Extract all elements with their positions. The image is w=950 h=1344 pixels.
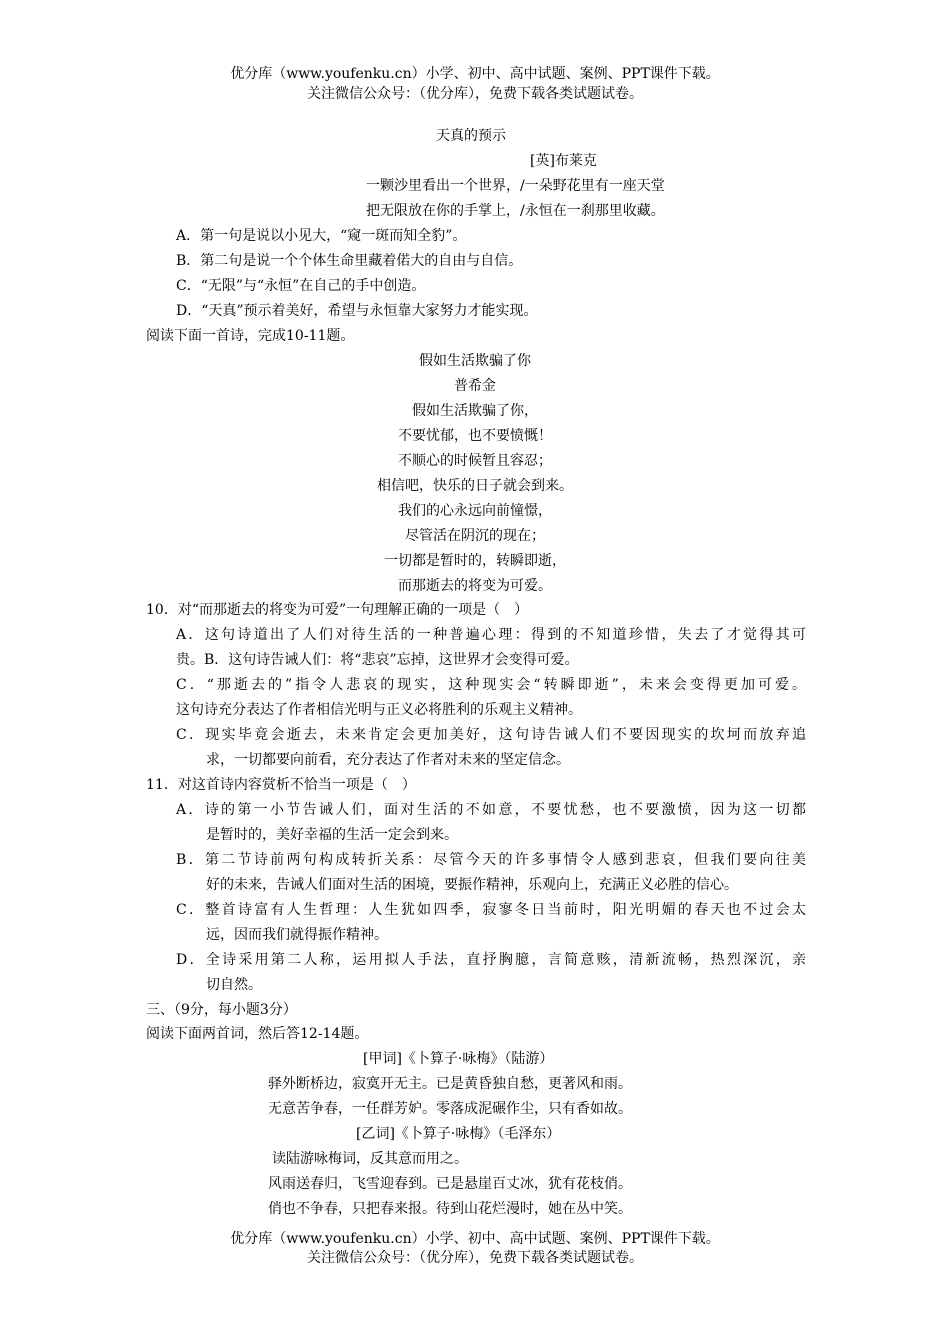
poem2-line: 不顺心的时候暂且容忍； [398, 453, 552, 469]
header-line-1: 优分库（www.youfenku.cn）小学、初中、高中试题、案例、PPT课件下载。 [230, 66, 720, 82]
q9-option-b: B．第二句是说一个个体生命里藏着偌大的自由与自信。 [176, 253, 523, 269]
ci2-preface: 读陆游咏梅词，反其意而用之。 [272, 1151, 468, 1167]
q11-option-b: B．第二节诗前两句构成转折关系：尽管今天的许多事情令人感到悲哀，但我们要向往美 [176, 852, 806, 868]
q11-option-c: C．整首诗富有人生哲理：人生犹如四季，寂寥冬日当前时，阳光明媚的春天也不过会太 [176, 902, 806, 918]
footer-line-2: 关注微信公众号：（优分库），免费下载各类试题试卷。 [307, 1250, 643, 1266]
poem2-line: 假如生活欺骗了你， [412, 403, 538, 419]
ci2-line: 俏也不争春，只把春来报。待到山花烂漫时，她在丛中笑。 [268, 1201, 632, 1217]
poem2-line: 相信吧，快乐的日子就会到来。 [377, 478, 573, 494]
poem2-line: 我们的心永远向前憧憬， [398, 503, 552, 519]
q10-option-d: C．现实毕竟会逝去，未来肯定会更加美好，这句诗告诫人们不要因现实的坎坷而放弃追 [176, 727, 806, 743]
ci2-line: 风雨送春归，飞雪迎春到。已是悬崖百丈冰，犹有花枝俏。 [268, 1176, 632, 1192]
poem2-title: 假如生活欺骗了你 [419, 353, 531, 369]
poem2-author: 普希金 [454, 378, 496, 394]
poem1-line: 把无限放在你的手掌上，/永恒在一刹那里收藏。 [366, 203, 665, 219]
q11-option-b-cont: 好的未来，告诫人们面对生活的困境，要振作精神，乐观向上，充满正义必胜的信心。 [206, 877, 738, 893]
q10-option-a-cont: 贵。B．这句诗告诫人们：将“悲哀”忘掉，这世界才会变得可爱。 [176, 652, 579, 668]
q10-stem: 10．对“而那逝去的将变为可爱”一句理解正确的一项是（ ） [146, 602, 529, 618]
poem2-line: 尽管活在阴沉的现在； [405, 528, 545, 544]
q11-option-d: D．全诗采用第二人称，运用拟人手法，直抒胸臆，言简意赅，清新流畅，热烈深沉，亲 [176, 952, 806, 968]
ci1-line: 无意苦争春，一任群芳妒。零落成泥碾作尘，只有香如故。 [268, 1101, 632, 1117]
q10-option-a: A．这句诗道出了人们对待生活的一种普遍心理：得到的不知道珍惜，失去了才觉得其可 [176, 627, 806, 643]
q10-option-c-cont: 这句诗充分表达了作者相信光明与正义必将胜利的乐观主义精神。 [176, 702, 582, 718]
poem2-line: 一切都是暂时的，转瞬即逝， [384, 553, 566, 569]
poem2-line: 不要忧郁，也不要愤慨！ [398, 428, 552, 444]
q11-option-c-cont: 远，因而我们就得振作精神。 [206, 927, 388, 943]
ci1-title: [甲词]《卜算子·咏梅》（陆游） [363, 1051, 554, 1067]
header-line-2: 关注微信公众号：（优分库），免费下载各类试题试卷。 [307, 86, 643, 102]
poem1-title: 天真的预示 [436, 128, 506, 144]
q10-option-d-cont: 求，一切都要向前看，充分表达了作者对未来的坚定信念。 [206, 752, 570, 768]
section3-heading: 三、（9分，每小题3分） [146, 1002, 297, 1018]
poem2-line: 而那逝去的将变为可爱。 [398, 578, 552, 594]
poem1-line: 一颗沙里看出一个世界，/一朵野花里有一座天堂 [366, 178, 665, 194]
q9-option-d: D．“天真”预示着美好，希望与永恒靠大家努力才能实现。 [176, 303, 538, 319]
ci2-title: [乙词]《卜算子·咏梅》（毛泽东） [356, 1126, 561, 1142]
q11-option-a-cont: 是暂时的，美好幸福的生活一定会到来。 [206, 827, 458, 843]
poem1-author: [英]布莱克 [530, 153, 597, 169]
q9-option-a: A．第一句是说以小见大，“窥一斑而知全豹”。 [176, 228, 467, 244]
q10-option-c: C．“那逝去的”指令人悲哀的现实，这种现实会“转瞬即逝”，未来会变得更加可爱。 [176, 677, 806, 693]
intro-10-11: 阅读下面一首诗，完成10-11题。 [146, 328, 355, 344]
q9-option-c: C．“无限”与“永恒”在自己的手中创造。 [176, 278, 426, 294]
q11-option-d-cont: 切自然。 [206, 977, 262, 993]
ci1-line: 驿外断桥边，寂寞开无主。已是黄昏独自愁，更著风和雨。 [268, 1076, 632, 1092]
q11-option-a: A．诗的第一小节告诫人们，面对生活的不如意，不要忧愁，也不要激愤，因为这一切都 [176, 802, 806, 818]
q11-stem: 11．对这首诗内容赏析不恰当一项是（ ） [146, 777, 416, 793]
footer-line-1: 优分库（www.youfenku.cn）小学、初中、高中试题、案例、PPT课件下载。 [230, 1231, 720, 1247]
section3-intro: 阅读下面两首词，然后答12-14题。 [146, 1026, 369, 1042]
